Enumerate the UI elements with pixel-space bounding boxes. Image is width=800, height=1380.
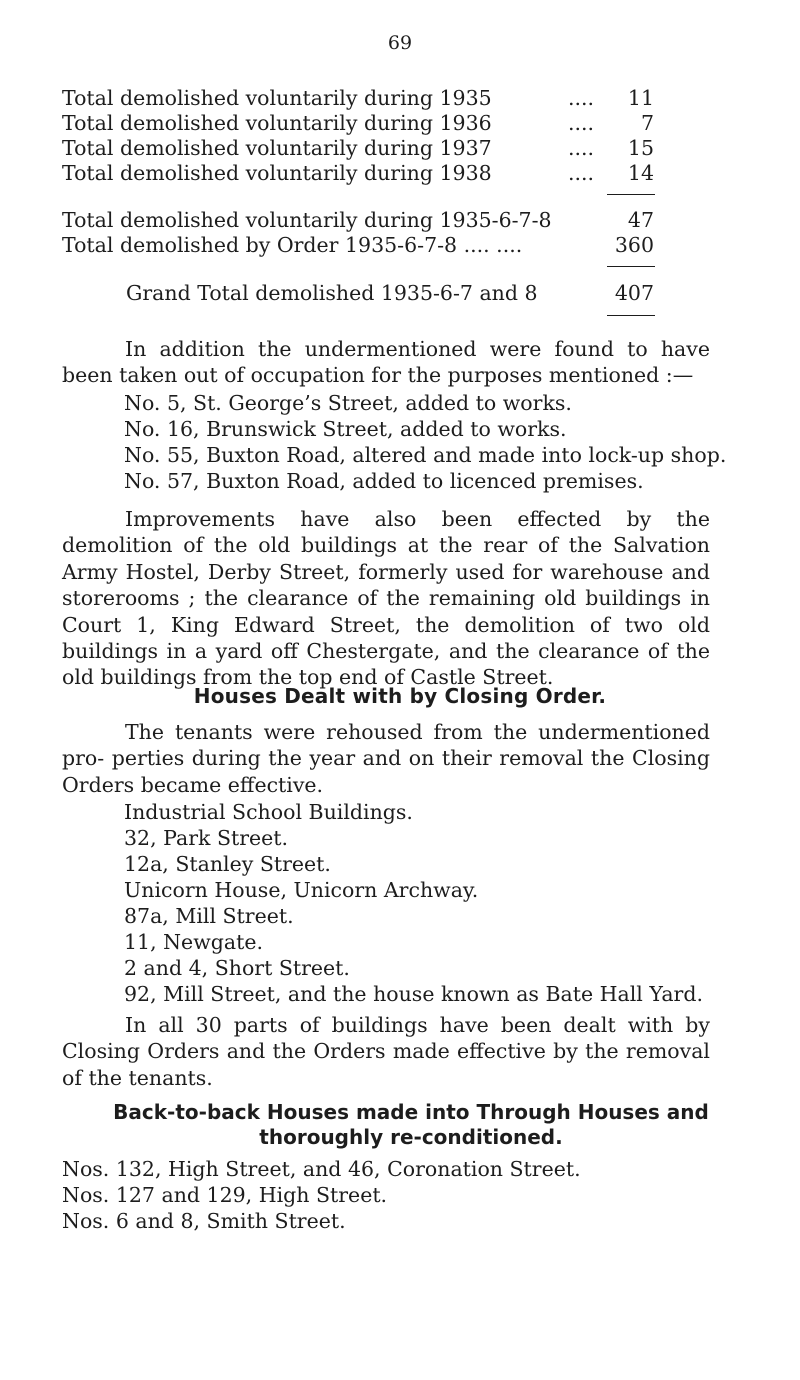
total-label: Total demolished voluntarily during 1937 [62,136,492,160]
list-item: No. 57, Buxton Road, added to licenced premises. [124,469,644,493]
total-label: Total demolished voluntarily during 1935 [62,86,492,110]
list-item: 2 and 4, Short Street. [124,956,350,980]
closing-order-heading: Houses Dealt with by Closing Order. [193,684,607,708]
closing-order-summary: In all 30 parts of buildings have been dealt with by Closing Orders and the Orders made effective by the removal of the tenants. [62,1013,710,1090]
total-dots: .... [568,86,595,110]
total-value: 15 [627,136,654,160]
heading-line: Back-to-back Houses made into Through Houses and [113,1100,709,1124]
list-item: 92, Mill Street, and the house known as Bate Hall Yard. [124,982,703,1006]
total-value: 47 [627,208,654,232]
list-item: Nos. 127 and 129, High Street. [62,1183,388,1207]
total-value: 407 [614,281,654,305]
total-dots: .... [568,161,595,185]
back-to-back-heading [80,1100,742,1150]
list-item: No. 55, Buxton Road, altered and made into lock-up shop. [124,443,727,467]
total-value: 360 [614,233,654,257]
total-label: Total demolished voluntarily during 1935-6-7-8 [62,208,552,232]
sum-rule [607,194,655,195]
closing-order-intro: The tenants were rehoused from the undermentioned pro- perties during the year and on their removal the Closing Orders became effective. [62,720,710,797]
total-value: 11 [627,86,654,110]
list-item: 87a, Mill Street. [124,904,294,928]
total-dots: .... [568,136,595,160]
list-item: Unicorn House, Unicorn Archway. [124,878,479,902]
total-label: Total demolished voluntarily during 1936 [62,111,492,135]
total-value: 7 [640,111,654,135]
list-item: 11, Newgate. [124,930,263,954]
heading-line: thoroughly re-conditioned. [259,1125,563,1149]
addition-paragraph: In addition the undermentioned were found to have been taken out of occupation for the purposes mentioned :— [62,337,710,388]
total-label: Total demolished by Order 1935-6-7-8 .... .... [62,233,523,257]
total-label: Grand Total demolished 1935-6-7 and 8 [126,281,538,305]
list-item: Nos. 6 and 8, Smith Street. [62,1209,346,1233]
list-item: Industrial School Buildings. [124,800,413,824]
page-number: 69 [387,32,413,54]
list-item: No. 5, St. George’s Street, added to works. [124,391,572,415]
list-item: No. 16, Brunswick Street, added to works. [124,417,567,441]
list-item: 32, Park Street. [124,826,289,850]
sum-rule [607,315,655,316]
sum-rule [607,266,655,267]
total-value: 14 [627,161,654,185]
list-item: 12a, Stanley Street. [124,852,331,876]
total-dots: .... [568,111,595,135]
list-item: Nos. 132, High Street, and 46, Coronation Street. [62,1157,581,1181]
improvements-paragraph: Improvements have also been effected by the demolition of the old buildings at the rear of the Salvation Army Hostel, Derby Street, formerly used for warehouse and storerooms ; the clearance of the remaining old buildings in Court 1, King Edward Street, the demolition of two old buildings in a yard off Chestergate, and the clearance of the old buildings from the top end of Castle Street. [62,507,710,690]
total-label: Total demolished voluntarily during 1938 [62,161,492,185]
